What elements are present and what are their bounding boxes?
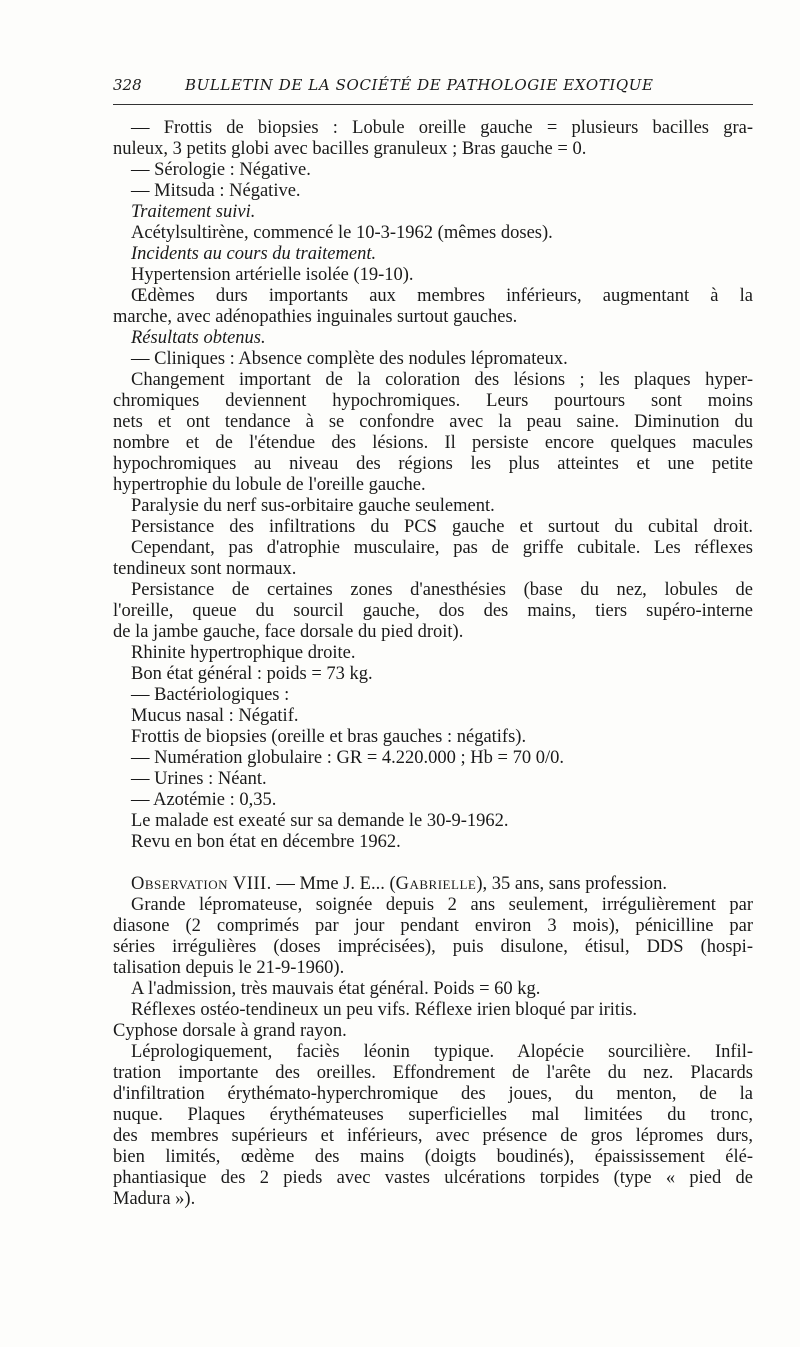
text-line: diasone (2 comprimés par jour pendant environ 3 mois), pénicilline par	[113, 916, 753, 936]
text-line: Revu en bon état en décembre 1962.	[131, 832, 401, 852]
page-number: 328	[113, 76, 142, 94]
page-header	[113, 74, 753, 105]
running-title: BULLETIN DE LA SOCIÉTÉ DE PATHOLOGIE EXOTIQUE	[185, 76, 654, 94]
text-line: des membres supérieurs et inférieurs, avec présence de gros lépromes durs,	[113, 1126, 753, 1146]
text-line: Madura »).	[113, 1189, 196, 1209]
text-line: Léprologiquement, faciès léonin typique. Alopécie sourcilière. Infil-	[131, 1042, 753, 1062]
text-line: talisation depuis le 21-9-1960).	[113, 958, 345, 978]
observation-intro: — Mme J. E... (	[271, 874, 396, 894]
text-line: — Mitsuda : Négative.	[131, 181, 301, 201]
text-line: — Sérologie : Négative.	[131, 160, 311, 180]
observation-label: Observation VIII.	[131, 874, 272, 894]
text-line: Cependant, pas d'atrophie musculaire, pas de griffe cubitale. Les réflexes	[131, 538, 753, 558]
section-heading: Incidents au cours du traitement.	[131, 244, 377, 264]
text-line: nets et ont tendance à se confondre avec la peau saine. Diminution du	[113, 412, 753, 432]
text-line: l'oreille, queue du sourcil gauche, dos des mains, tiers supéro-interne	[113, 601, 753, 621]
text-line: Le malade est exeaté sur sa demande le 30-9-1962.	[131, 811, 509, 831]
section-heading: Traitement suivi.	[131, 202, 256, 222]
text-line: hypertrophie du lobule de l'oreille gauche.	[113, 475, 426, 495]
text-line: d'infiltration érythémato-hyperchromique des joues, du menton, de la	[113, 1084, 753, 1104]
text-line: hypochromiques au niveau des régions les plus atteintes et une petite	[113, 454, 753, 474]
text-line: bien limités, œdème des mains (doigts boudinés), épaississement élé-	[113, 1147, 753, 1167]
text-line: Réflexes ostéo-tendineux un peu vifs. Réflexe irien bloqué par iritis.	[131, 1000, 638, 1020]
text-line: Rhinite hypertrophique droite.	[131, 643, 356, 663]
text-line: Grande lépromateuse, soignée depuis 2 ans seulement, irrégulièrement par	[131, 895, 753, 915]
text-line: Œdèmes durs importants aux membres inférieurs, augmentant à la	[131, 286, 753, 306]
text-line: Acétylsultirène, commencé le 10-3-1962 (mêmes doses).	[131, 223, 553, 243]
text-line: — Bactériologiques :	[131, 685, 290, 705]
text-line: — Frottis de biopsies : Lobule oreille gauche = plusieurs bacilles gra-	[131, 118, 753, 138]
text-line: chromiques deviennent hypochromiques. Leurs pourtours sont moins	[113, 391, 753, 411]
body-text	[113, 118, 753, 1210]
text-line: Bon état général : poids = 73 kg.	[131, 664, 373, 684]
text-line: — Numération globulaire : GR = 4.220.000 ; Hb = 70 0/0.	[131, 748, 564, 768]
text-line: de la jambe gauche, face dorsale du pied droit).	[113, 622, 464, 642]
text-line: Persistance de certaines zones d'anesthésies (base du nez, lobules de	[131, 580, 753, 600]
section-heading: Résultats obtenus.	[131, 328, 266, 348]
patient-name: Gabrielle	[395, 874, 477, 894]
text-line: Frottis de biopsies (oreille et bras gauches : négatifs).	[131, 727, 527, 747]
text-line: Mucus nasal : Négatif.	[131, 706, 299, 726]
text-line: — Azotémie : 0,35.	[131, 790, 277, 810]
observation-heading-line	[113, 874, 753, 895]
text-line: Paralysie du nerf sus-orbitaire gauche seulement.	[131, 496, 495, 516]
text-line: séries irrégulières (doses imprécisées), puis disulone, étisul, DDS (hospi-	[113, 937, 753, 957]
text-line: tendineux sont normaux.	[113, 559, 297, 579]
text-line: tration importante des oreilles. Effondrement de l'arête du nez. Placards	[113, 1063, 753, 1083]
paragraph-gap	[113, 853, 753, 874]
text-line: nombre et de l'étendue des lésions. Il persiste encore quelques macules	[113, 433, 753, 453]
text-line: phantiasique des 2 pieds avec vastes ulcérations torpides (type « pied de	[113, 1168, 753, 1188]
text-line: Hypertension artérielle isolée (19-10).	[131, 265, 414, 285]
text-line: nuque. Plaques érythémateuses superficielles mal limitées du tronc,	[113, 1105, 753, 1125]
text-line: Changement important de la coloration des lésions ; les plaques hyper-	[131, 370, 753, 390]
text-line: marche, avec adénopathies inguinales surtout gauches.	[113, 307, 518, 327]
observation-rest: ), 35 ans, sans profession.	[476, 874, 667, 894]
text-line: Cyphose dorsale à grand rayon.	[113, 1021, 347, 1041]
text-line: nuleux, 3 petits globi avec bacilles granuleux ; Bras gauche = 0.	[113, 139, 587, 159]
text-line: — Cliniques : Absence complète des nodules lépromateux.	[131, 349, 568, 369]
text-line: A l'admission, très mauvais état général. Poids = 60 kg.	[131, 979, 541, 999]
text-line: Persistance des infiltrations du PCS gauche et surtout du cubital droit.	[131, 517, 753, 537]
text-line: — Urines : Néant.	[131, 769, 267, 789]
